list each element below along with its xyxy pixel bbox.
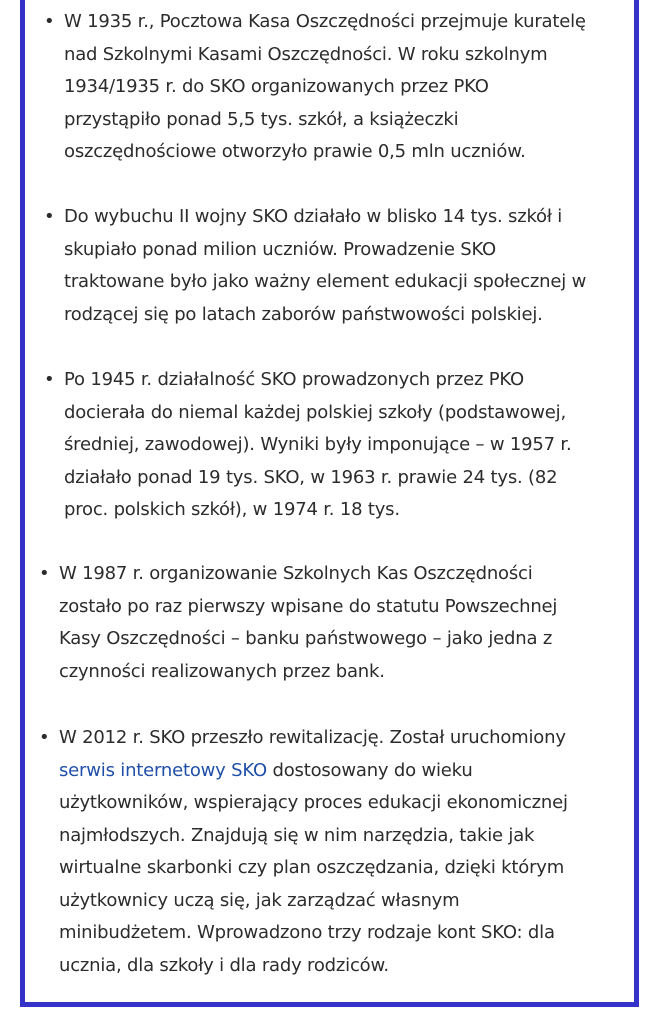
text-line: traktowane było jako ważny element edukacji społecznej w [64, 271, 587, 292]
list-item-text [59, 558, 624, 688]
text-line: 1934/1935 r. do SKO organizowanych przez PKO [64, 76, 489, 97]
text-line: średniej, zawodowej). Wyniki były imponujące – w 1957 r. [64, 434, 572, 455]
text-line: W 1935 r., Pocztowa Kasa Oszczędności przejmuje kuratelę [64, 11, 586, 32]
text-line: docierała do niemal każdej polskiej szkoły (podstawowej, [64, 401, 567, 423]
list-item-text [64, 6, 624, 169]
text-fragment: dostosowany do wieku [266, 759, 473, 781]
bullet-icon: • [44, 369, 55, 390]
text-line: wirtualne skarbonki czy plan oszczędzania, dzięki którym [59, 857, 565, 878]
text-line: W 1987 r. organizowanie Szkolnych Kas Oszczędności [59, 563, 533, 584]
bullet-icon: • [39, 727, 50, 748]
text-line [59, 755, 624, 788]
text-line: czynności realizowanych przez bank. [59, 660, 385, 682]
text-line: Do wybuchu II wojny SKO działało w blisko 14 tys. szkół i [64, 206, 563, 227]
text-line: działało ponad 19 tys. SKO, w 1963 r. prawie 24 tys. (82 [64, 466, 558, 488]
text-line: użytkownicy uczą się, jak zarządzać własnym [59, 889, 460, 911]
sko-website-link[interactable]: serwis internetowy SKO [59, 759, 267, 781]
text-line: Po 1945 r. działalność SKO prowadzonych przez PKO [64, 369, 525, 390]
list-item-text [64, 201, 624, 331]
text-line: najmłodszych. Znajdują się w nim narzędzia, takie jak [59, 824, 535, 846]
text-line: rodzącej się po latach zaborów państwowości polskiej. [64, 303, 543, 325]
text-line: oszczędnościowe otworzyło prawie 0,5 mln uczniów. [64, 141, 526, 162]
text-line: ucznia, dla szkoły i dla rady rodziców. [59, 954, 389, 976]
bullet-icon: • [39, 563, 50, 584]
text-line: użytkowników, wspierający proces edukacji ekonomicznej [59, 792, 568, 813]
list-item-text [64, 364, 624, 527]
text-line: skupiało ponad milion uczniów. Prowadzenie SKO [64, 238, 497, 260]
text-line: minibudżetem. Wprowadzono trzy rodzaje kont SKO: dla [59, 922, 555, 943]
bullet-icon: • [44, 206, 55, 227]
text-line: Kasy Oszczędności – banku państwowego – jako jedna z [59, 628, 553, 649]
bullet-icon: • [44, 11, 55, 32]
list-item-text [59, 722, 624, 982]
text-line: przystąpiło ponad 5,5 tys. szkół, a książeczki [64, 108, 459, 130]
content-frame [20, 0, 639, 1007]
text-line: proc. polskich szkół), w 1974 r. 18 tys. [64, 499, 400, 520]
text-line: W 2012 r. SKO przeszło rewitalizację. Został uruchomiony [59, 727, 566, 748]
text-line: zostało po raz pierwszy wpisane do statutu Powszechnej [59, 595, 558, 617]
text-line: nad Szkolnymi Kasami Oszczędności. W roku szkolnym [64, 43, 548, 65]
